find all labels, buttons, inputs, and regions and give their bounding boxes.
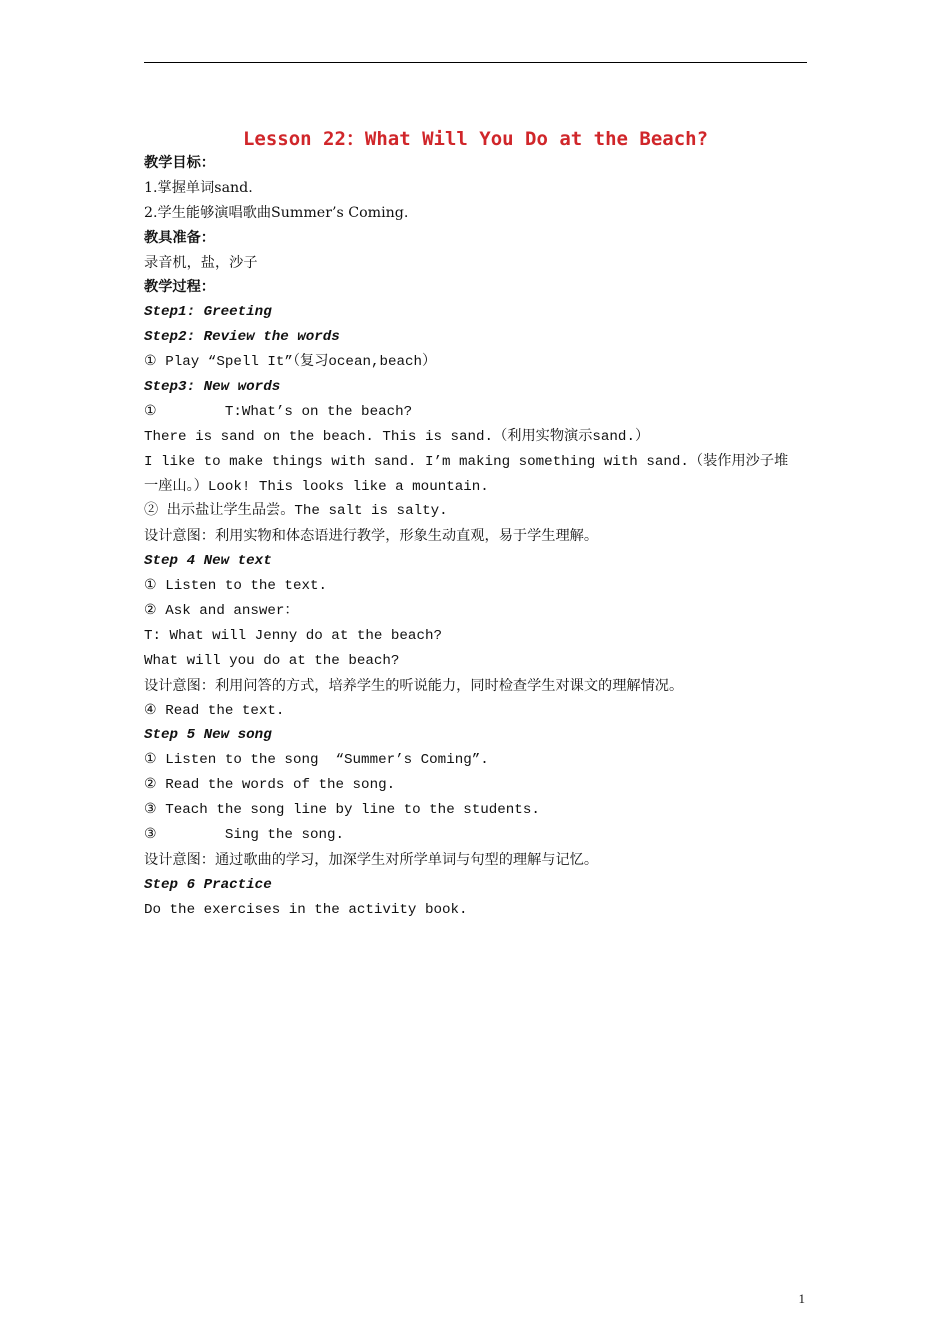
page-number: 1 [798, 1291, 805, 1306]
line-18: ② Ask and answer： [144, 603, 299, 620]
line-13: 一座山。）Look! This looks like a mountain. [144, 478, 489, 495]
line-19: T: What will Jenny do at the beach? [144, 627, 442, 644]
line-8: ① Play “Spell It”（复习ocean,beach） [144, 354, 437, 371]
line-2: 2.学生能够演唱歌曲Summer’s Coming. [144, 204, 409, 221]
line-16: Step 4 New text [144, 553, 272, 570]
header-rule [144, 62, 807, 63]
line-26: ③ Teach the song line by line to the students. [144, 802, 540, 819]
line-7: Step2: Review the words [144, 329, 340, 346]
line-1: 1.掌握单词sand. [144, 179, 253, 196]
line-21: 设计意图：利用问答的方式，培养学生的听说能力，同时检查学生对课文的理解情况。 [144, 677, 684, 694]
line-5: 教学过程： [144, 279, 215, 296]
lesson-body [144, 151, 807, 923]
line-4: 录音机，盐，沙子 [144, 254, 258, 271]
line-22: ④ Read the text. [144, 702, 285, 719]
line-0: 教学目标： [144, 155, 215, 171]
line-15: 设计意图：利用实物和体态语进行教学，形象生动直观，易于学生理解。 [144, 528, 599, 545]
line-20: What will you do at the beach? [144, 652, 400, 669]
line-12: I like to make things with sand. I’m making something with sand.（装作用沙子堆 [144, 453, 789, 470]
line-3: 教具准备： [144, 229, 215, 246]
line-30: Do the exercises in the activity book. [144, 901, 468, 918]
lesson-title: Lesson 22：What Will You Do at the Beach? [242, 128, 709, 150]
line-10: ① T:What’s on the beach? [144, 403, 413, 420]
line-28: 设计意图：通过歌曲的学习，加深学生对所学单词与句型的理解与记忆。 [144, 851, 599, 868]
line-25: ② Read the words of the song. [144, 777, 396, 794]
line-29: Step 6 Practice [144, 876, 272, 893]
line-9: Step3: New words [144, 379, 281, 396]
line-27: ③ Sing the song. [144, 827, 345, 844]
line-14: ② 出示盐让学生品尝。The salt is salty. [144, 503, 448, 520]
line-23: Step 5 New song [144, 727, 272, 744]
line-11: There is sand on the beach. This is sand.（利用实物演示sand.） [144, 428, 650, 445]
line-24: ① Listen to the song “Summer’s Coming”. [144, 752, 489, 769]
line-17: ① Listen to the text. [144, 578, 327, 595]
line-6: Step1: Greeting [144, 304, 272, 321]
